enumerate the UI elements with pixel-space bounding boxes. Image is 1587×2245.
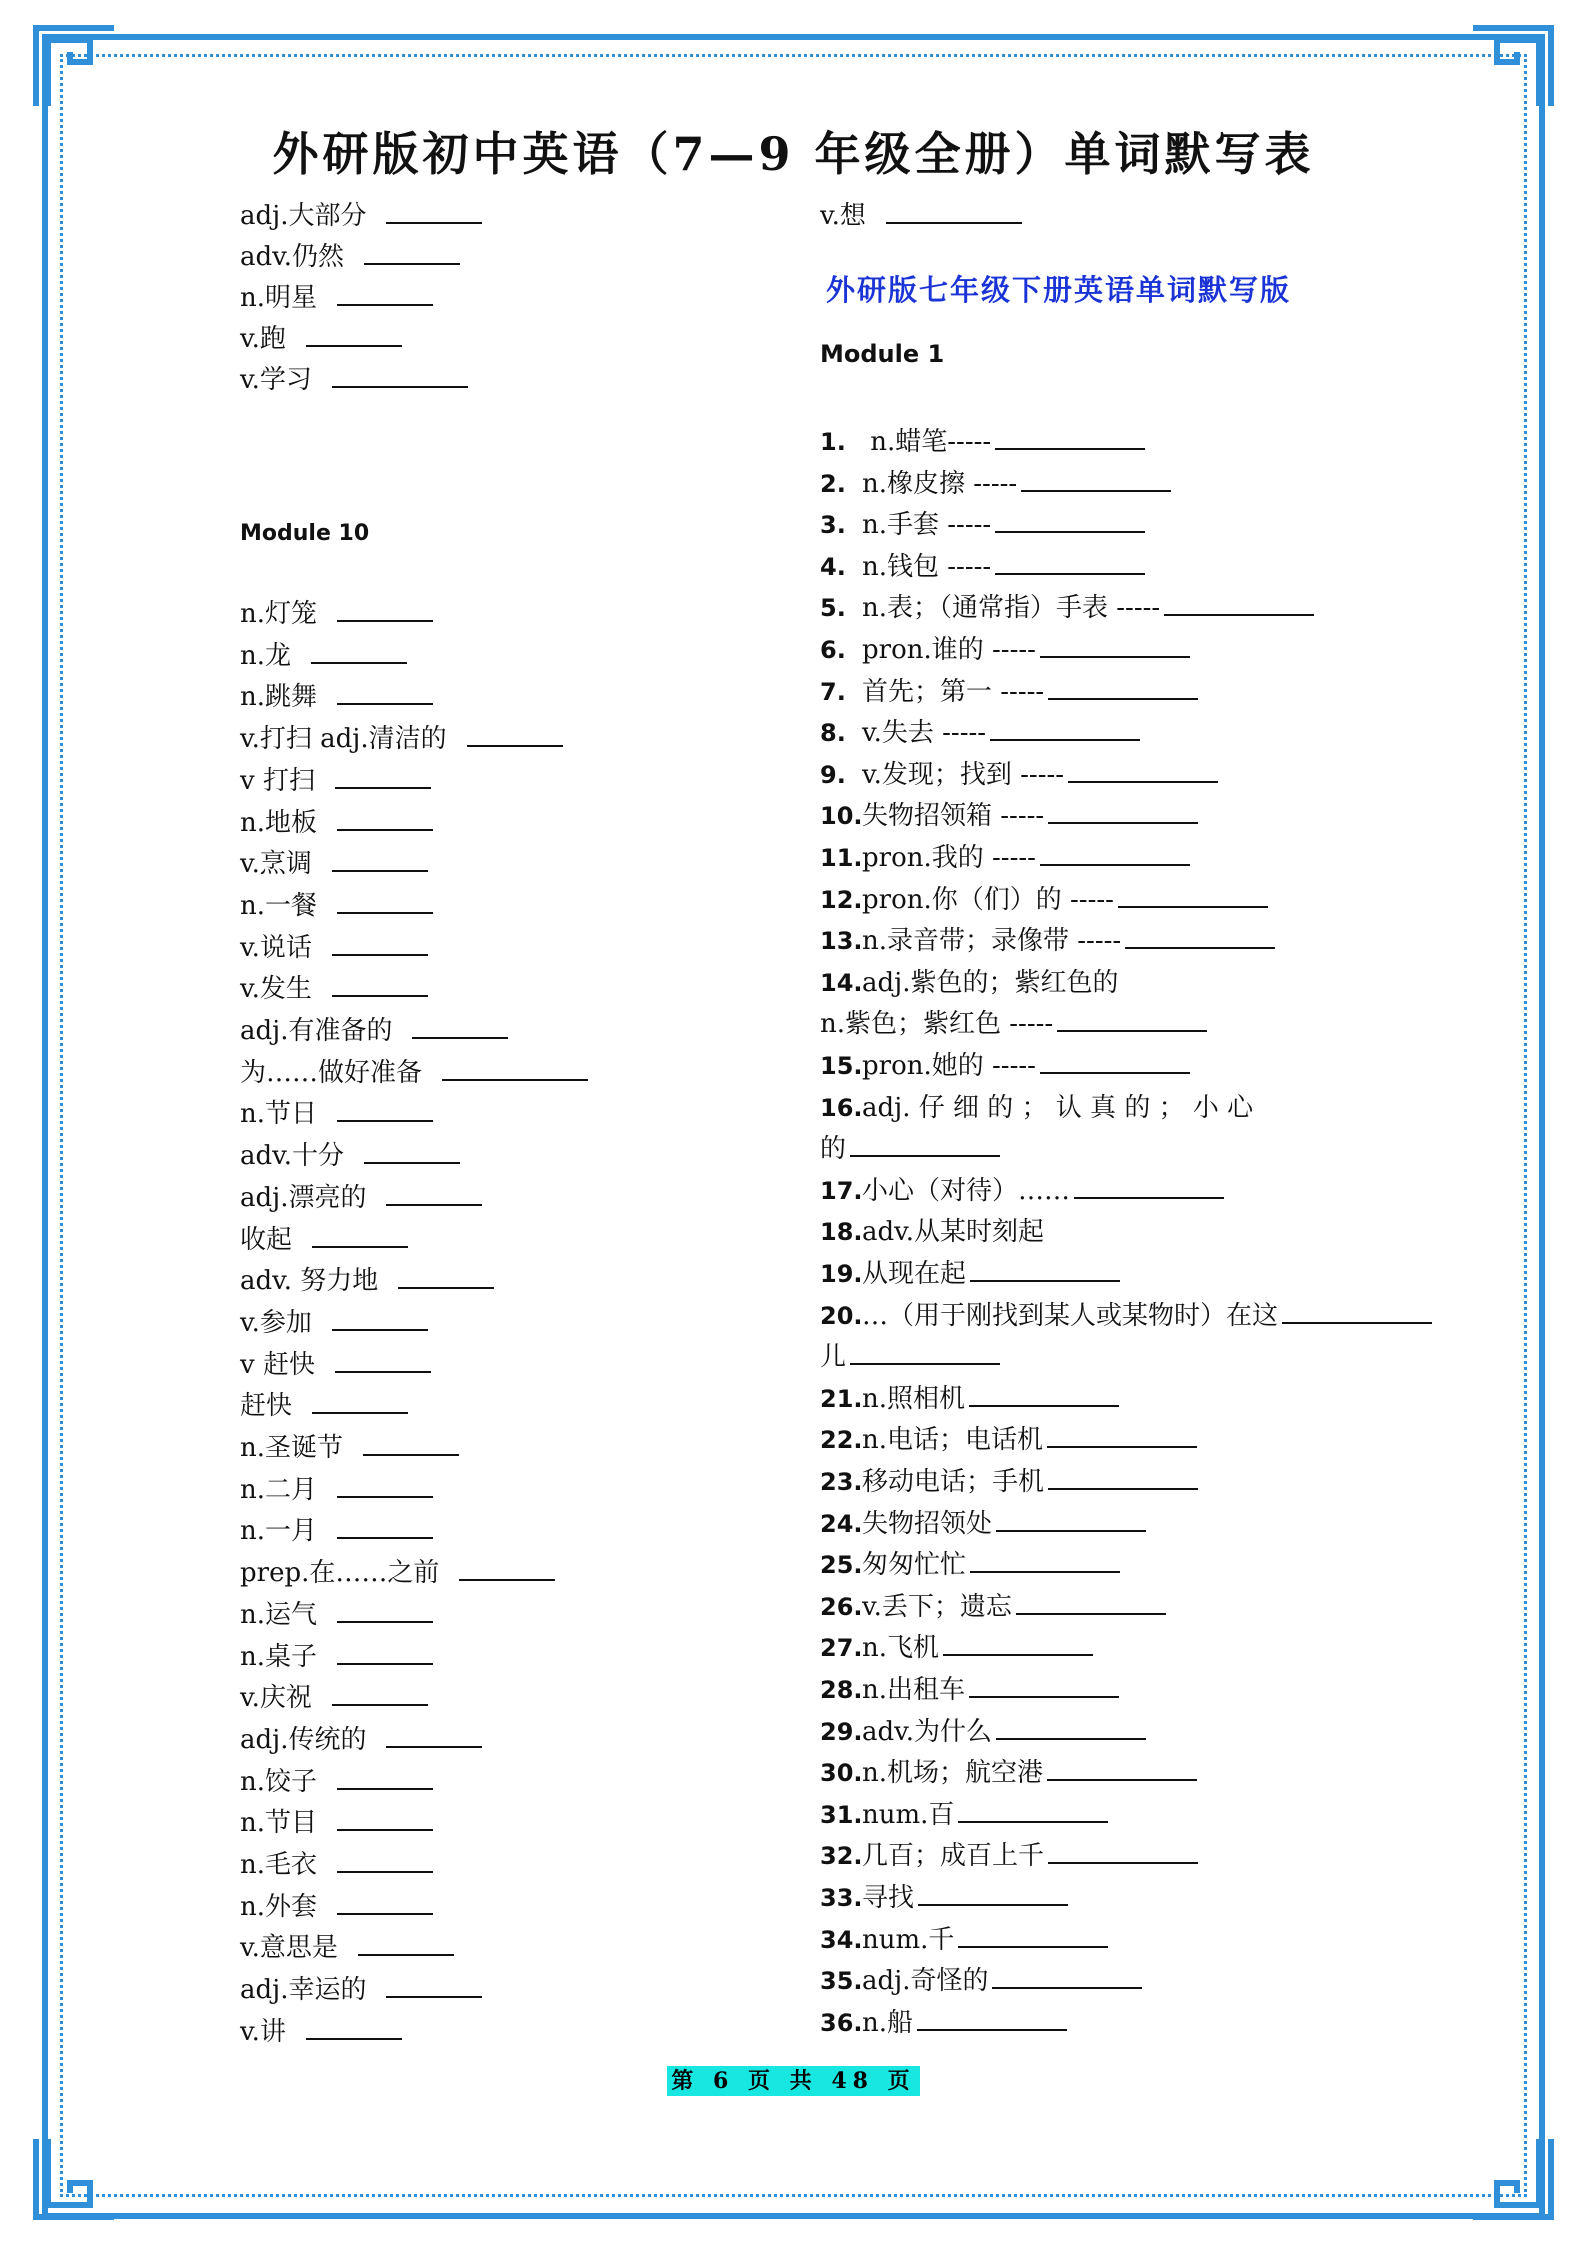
answer-blank[interactable] bbox=[1048, 1836, 1198, 1864]
item-number: 19. bbox=[820, 1260, 863, 1288]
item-text: n.明星 bbox=[240, 283, 318, 313]
list-item bbox=[820, 1587, 1166, 1627]
list-item bbox=[240, 1053, 588, 1093]
list-item bbox=[820, 713, 1140, 753]
item-number: 10. bbox=[820, 802, 863, 831]
item-text: v.跑 bbox=[240, 324, 286, 354]
answer-blank[interactable] bbox=[1118, 880, 1268, 908]
list-item bbox=[240, 196, 482, 236]
item-text: 移动电话；手机 bbox=[862, 1467, 1045, 1497]
answer-blank[interactable] bbox=[312, 1386, 408, 1414]
item-text: 寻找 bbox=[862, 1883, 915, 1913]
list-item bbox=[820, 838, 1190, 878]
item-text: adj.幸运的 bbox=[240, 1975, 367, 2006]
item-text: n.录音带；录像带 ----- bbox=[862, 926, 1122, 957]
answer-blank[interactable] bbox=[358, 1928, 454, 1956]
item-text: n.飞机 bbox=[862, 1633, 940, 1664]
item-text: n.毛衣 bbox=[240, 1850, 318, 1880]
item-text: pron.我的 ----- bbox=[862, 843, 1036, 873]
item-text: n.船 bbox=[862, 2007, 914, 2038]
answer-blank[interactable] bbox=[332, 360, 468, 388]
list-item bbox=[240, 360, 468, 400]
answer-blank[interactable] bbox=[1057, 1004, 1207, 1032]
answer-blank[interactable] bbox=[332, 969, 428, 997]
module-heading: Module 1 bbox=[820, 340, 945, 368]
answer-blank[interactable] bbox=[337, 1511, 433, 1539]
list-item bbox=[240, 594, 433, 634]
answer-blank[interactable] bbox=[886, 196, 1022, 224]
page-title: 外研版初中英语（7—9 年级全册）单词默写表 bbox=[272, 127, 1315, 181]
answer-blank[interactable] bbox=[917, 2003, 1067, 2031]
answer-blank[interactable] bbox=[386, 1970, 482, 1998]
list-item bbox=[820, 1670, 1119, 1710]
answer-blank[interactable] bbox=[337, 1845, 433, 1873]
answer-blank[interactable] bbox=[970, 1545, 1120, 1573]
item-number: 8. bbox=[820, 719, 846, 748]
item-text: n.橡皮擦 ----- bbox=[862, 468, 1018, 499]
answer-blank[interactable] bbox=[996, 1712, 1146, 1740]
item-number: 33. bbox=[820, 1884, 863, 1912]
list-item bbox=[820, 796, 1198, 836]
answer-blank[interactable] bbox=[311, 636, 407, 664]
item-number: 34. bbox=[820, 1925, 863, 1954]
item-number: 15. bbox=[820, 1052, 863, 1080]
item-text: 为……做好准备 bbox=[240, 1057, 423, 1088]
item-text: n.一月 bbox=[240, 1516, 318, 1547]
corner-ornament-icon bbox=[1467, 22, 1557, 112]
item-text: …（用于刚找到某人或某物时）在这 bbox=[862, 1300, 1279, 1331]
list-item bbox=[820, 921, 1275, 961]
answer-blank[interactable] bbox=[1048, 672, 1198, 700]
item-text: adj.奇怪的 bbox=[862, 1966, 989, 1997]
list-item bbox=[820, 2003, 1067, 2043]
list-item bbox=[240, 1595, 433, 1635]
answer-blank[interactable] bbox=[337, 594, 433, 622]
corner-ornament-icon bbox=[1467, 2133, 1557, 2223]
list-item bbox=[820, 1920, 1108, 1960]
answer-blank[interactable] bbox=[1164, 588, 1314, 616]
list-item bbox=[820, 1088, 1253, 1128]
answer-blank[interactable] bbox=[398, 1261, 494, 1289]
list-item bbox=[240, 1845, 433, 1885]
answer-blank[interactable] bbox=[442, 1053, 588, 1081]
item-text: n.跳舞 bbox=[240, 682, 318, 713]
item-text: n.出租车 bbox=[862, 1675, 966, 1705]
list-item bbox=[240, 1303, 428, 1343]
list-item bbox=[240, 677, 433, 717]
answer-blank[interactable] bbox=[1021, 464, 1171, 492]
answer-blank[interactable] bbox=[337, 278, 433, 306]
item-number: 17. bbox=[820, 1176, 863, 1205]
list-item bbox=[240, 1428, 459, 1468]
item-text: 赶快 bbox=[240, 1391, 293, 1422]
answer-blank[interactable] bbox=[337, 1470, 433, 1498]
list-item bbox=[820, 755, 1218, 795]
list-item bbox=[820, 1712, 1146, 1752]
item-text: 的 bbox=[820, 1134, 847, 1165]
item-number: 2. bbox=[820, 469, 846, 498]
item-text: v.打扫 adj.清洁的 bbox=[240, 724, 447, 755]
answer-blank[interactable] bbox=[1040, 1046, 1190, 1074]
list-item bbox=[240, 1887, 433, 1927]
list-item bbox=[820, 588, 1314, 628]
item-text: v 打扫 bbox=[240, 765, 315, 796]
item-number: 14. bbox=[820, 968, 863, 997]
item-text: n.机场；航空港 bbox=[862, 1758, 1044, 1789]
list-item bbox=[820, 1878, 1068, 1918]
item-text: n.表；（通常指）手表 ----- bbox=[862, 593, 1161, 624]
answer-blank[interactable] bbox=[958, 1795, 1108, 1823]
answer-blank[interactable] bbox=[335, 761, 431, 789]
list-item bbox=[240, 1011, 508, 1051]
item-number: 16. bbox=[820, 1093, 863, 1122]
item-number: 3. bbox=[820, 511, 846, 540]
item-text: v.发生 bbox=[240, 974, 312, 1005]
answer-blank[interactable] bbox=[337, 803, 433, 831]
item-text: n.照相机 bbox=[862, 1383, 966, 1414]
answer-blank[interactable] bbox=[969, 1379, 1119, 1407]
item-number: 35. bbox=[820, 1967, 863, 1996]
item-text: v.烹调 bbox=[240, 849, 312, 880]
list-item bbox=[820, 1254, 1120, 1294]
answer-blank[interactable] bbox=[363, 1428, 459, 1456]
item-number: 25. bbox=[820, 1551, 863, 1580]
item-text: n.运气 bbox=[240, 1599, 318, 1630]
list-item bbox=[820, 1462, 1198, 1502]
item-text: adv.从某时刻起 bbox=[862, 1217, 1045, 1248]
corner-ornament-icon bbox=[30, 2133, 120, 2223]
item-text: v.学习 bbox=[240, 365, 312, 395]
answer-blank[interactable] bbox=[1040, 838, 1190, 866]
answer-blank[interactable] bbox=[995, 505, 1145, 533]
item-number: 26. bbox=[820, 1592, 863, 1621]
item-text: n.蜡笔----- bbox=[862, 427, 992, 457]
list-item bbox=[240, 1720, 482, 1760]
item-number: 20. bbox=[820, 1301, 863, 1330]
item-number: 22. bbox=[820, 1426, 863, 1455]
item-text: 从现在起 bbox=[862, 1259, 967, 1289]
list-item bbox=[240, 1261, 494, 1301]
item-number: 31. bbox=[820, 1800, 863, 1829]
item-text: adv. 努力地 bbox=[240, 1266, 379, 1297]
item-text: v.失去 ----- bbox=[862, 718, 987, 749]
item-text: pron.她的 ----- bbox=[862, 1051, 1036, 1081]
answer-blank[interactable] bbox=[1125, 921, 1275, 949]
answer-blank[interactable] bbox=[850, 1337, 1000, 1365]
item-text: n.灯笼 bbox=[240, 599, 318, 629]
answer-blank[interactable] bbox=[386, 1720, 482, 1748]
list-item bbox=[240, 719, 563, 759]
answer-blank[interactable] bbox=[386, 1178, 482, 1206]
answer-blank[interactable] bbox=[459, 1553, 555, 1581]
module-heading: Module 10 bbox=[240, 521, 370, 546]
list-item bbox=[240, 1970, 482, 2010]
item-text: n.桌子 bbox=[240, 1641, 318, 1672]
item-number: 13. bbox=[820, 927, 863, 956]
item-text: v.庆祝 bbox=[240, 1683, 312, 1714]
item-text: num.百 bbox=[862, 1799, 955, 1830]
list-item bbox=[240, 237, 460, 277]
item-text: n.二月 bbox=[240, 1474, 318, 1505]
list-item bbox=[820, 1171, 1224, 1211]
item-text: v.说话 bbox=[240, 932, 312, 963]
item-text: adv.仍然 bbox=[240, 242, 345, 272]
answer-blank[interactable] bbox=[1040, 630, 1190, 658]
list-item bbox=[240, 803, 433, 843]
answer-blank[interactable] bbox=[337, 1637, 433, 1665]
answer-blank[interactable] bbox=[970, 1254, 1120, 1282]
list-item bbox=[240, 1928, 454, 1968]
item-number: 1. bbox=[820, 428, 846, 456]
answer-blank[interactable] bbox=[1048, 1462, 1198, 1490]
item-text: adj.紫色的；紫红色的 bbox=[862, 967, 1119, 998]
item-number: 9. bbox=[820, 760, 846, 789]
item-text: v.参加 bbox=[240, 1307, 312, 1338]
answer-blank[interactable] bbox=[995, 547, 1145, 575]
list-item bbox=[820, 1337, 1000, 1377]
answer-blank[interactable] bbox=[364, 237, 460, 265]
item-number: 21. bbox=[820, 1384, 863, 1413]
answer-blank[interactable] bbox=[1016, 1587, 1166, 1615]
page-footer bbox=[0, 2064, 1587, 2095]
item-text: v 赶快 bbox=[240, 1349, 315, 1380]
list-item bbox=[240, 1220, 408, 1260]
item-number: 7. bbox=[820, 677, 846, 706]
item-text: adj.有准备的 bbox=[240, 1016, 393, 1046]
list-item bbox=[240, 1345, 431, 1385]
list-item bbox=[240, 1762, 433, 1802]
item-text: adj. 仔 细 的 ； 认 真 的 ； 小 心 bbox=[862, 1092, 1254, 1123]
item-text: v.讲 bbox=[240, 2016, 286, 2047]
item-text: adj.传统的 bbox=[240, 1724, 367, 1755]
item-number: 4. bbox=[820, 552, 846, 581]
item-number: 36. bbox=[820, 2008, 863, 2037]
item-text: adj.漂亮的 bbox=[240, 1182, 367, 1213]
answer-blank[interactable] bbox=[332, 844, 428, 872]
item-number: 6. bbox=[820, 636, 846, 664]
answer-blank[interactable] bbox=[337, 1595, 433, 1623]
item-text: adv.为什么 bbox=[862, 1716, 993, 1747]
list-item bbox=[240, 1553, 555, 1593]
list-item bbox=[240, 319, 402, 359]
list-item bbox=[240, 761, 431, 801]
answer-blank[interactable] bbox=[1282, 1296, 1432, 1324]
list-item bbox=[240, 1136, 460, 1176]
item-text: pron.谁的 ----- bbox=[862, 635, 1036, 665]
answer-blank[interactable] bbox=[332, 928, 428, 956]
item-text: n.圣诞节 bbox=[240, 1433, 344, 1463]
item-text: 小心（对待）…… bbox=[862, 1175, 1071, 1206]
item-text: n.一餐 bbox=[240, 890, 318, 921]
list-item bbox=[820, 672, 1198, 712]
list-item bbox=[820, 1379, 1119, 1419]
list-item bbox=[240, 2012, 402, 2052]
list-item bbox=[820, 505, 1145, 545]
answer-blank[interactable] bbox=[996, 1504, 1146, 1532]
item-number: 23. bbox=[820, 1468, 863, 1496]
list-item bbox=[820, 547, 1145, 587]
item-number: 27. bbox=[820, 1634, 863, 1663]
list-item bbox=[820, 1545, 1120, 1585]
list-item bbox=[240, 844, 428, 884]
list-item bbox=[240, 1511, 433, 1551]
item-number: 12. bbox=[820, 885, 863, 914]
answer-blank[interactable] bbox=[306, 2012, 402, 2040]
answer-blank[interactable] bbox=[337, 1803, 433, 1831]
list-item bbox=[820, 963, 1118, 1003]
answer-blank[interactable] bbox=[306, 319, 402, 347]
answer-blank[interactable] bbox=[337, 1094, 433, 1122]
answer-blank[interactable] bbox=[1074, 1171, 1224, 1199]
answer-blank[interactable] bbox=[467, 719, 563, 747]
answer-blank[interactable] bbox=[918, 1878, 1068, 1906]
answer-blank[interactable] bbox=[969, 1670, 1119, 1698]
item-text: 首先；第一 ----- bbox=[862, 676, 1045, 707]
list-item bbox=[240, 1470, 433, 1510]
answer-blank[interactable] bbox=[1047, 1420, 1197, 1448]
answer-blank[interactable] bbox=[1047, 1753, 1197, 1781]
item-number: 29. bbox=[820, 1717, 863, 1746]
list-item bbox=[820, 1296, 1432, 1336]
list-item bbox=[240, 1637, 433, 1677]
list-item bbox=[820, 196, 1022, 236]
list-item bbox=[240, 1803, 433, 1843]
answer-blank[interactable] bbox=[386, 196, 482, 224]
list-item bbox=[820, 1836, 1198, 1876]
corner-ornament-icon bbox=[30, 22, 120, 112]
answer-blank[interactable] bbox=[958, 1920, 1108, 1948]
list-item bbox=[820, 1753, 1197, 1793]
answer-blank[interactable] bbox=[337, 1887, 433, 1915]
list-item bbox=[820, 1129, 1000, 1169]
answer-blank[interactable] bbox=[995, 422, 1145, 450]
item-text: n.手套 ----- bbox=[862, 510, 992, 541]
page-number: 第 6 页 共 48 页 bbox=[667, 2066, 919, 2096]
item-number: 11. bbox=[820, 844, 863, 872]
list-item bbox=[820, 1004, 1207, 1044]
list-item bbox=[240, 1178, 482, 1218]
item-text: v.意思是 bbox=[240, 1933, 338, 1964]
answer-blank[interactable] bbox=[992, 1961, 1142, 1989]
item-text: 失物招领箱 ----- bbox=[862, 801, 1045, 832]
section-subtitle: 外研版七年级下册英语单词默写版 bbox=[826, 273, 1292, 307]
list-item bbox=[820, 464, 1171, 504]
answer-blank[interactable] bbox=[337, 1762, 433, 1790]
answer-blank[interactable] bbox=[312, 1220, 408, 1248]
list-item bbox=[820, 1628, 1093, 1668]
list-item bbox=[820, 1420, 1197, 1460]
item-text: 儿 bbox=[820, 1342, 847, 1373]
item-text: 失物招领处 bbox=[862, 1508, 993, 1539]
item-number: 32. bbox=[820, 1842, 863, 1871]
list-item bbox=[820, 880, 1268, 920]
list-item bbox=[240, 1386, 408, 1426]
item-text: pron.你（们）的 ----- bbox=[862, 884, 1114, 915]
item-number: 30. bbox=[820, 1759, 863, 1788]
item-text: adv.十分 bbox=[240, 1141, 345, 1172]
list-item bbox=[240, 886, 433, 926]
item-text: prep.在……之前 bbox=[240, 1558, 440, 1589]
answer-blank[interactable] bbox=[850, 1129, 1000, 1157]
item-text: v.丢下；遗忘 bbox=[862, 1591, 1012, 1622]
item-text: v.想 bbox=[820, 201, 866, 231]
item-text: 几百；成百上千 bbox=[862, 1841, 1045, 1872]
answer-blank[interactable] bbox=[335, 1345, 431, 1373]
item-number: 18. bbox=[820, 1218, 863, 1247]
list-item bbox=[820, 630, 1190, 670]
list-item bbox=[820, 1961, 1142, 2001]
answer-blank[interactable] bbox=[332, 1678, 428, 1706]
item-text: n.外套 bbox=[240, 1891, 318, 1922]
item-text: n.钱包 ----- bbox=[862, 551, 992, 582]
item-text: 收起 bbox=[240, 1224, 293, 1255]
item-text: 匆匆忙忙 bbox=[862, 1550, 967, 1581]
item-number: 28. bbox=[820, 1676, 863, 1704]
item-text: num.千 bbox=[862, 1924, 955, 1955]
list-item bbox=[240, 1094, 433, 1134]
item-text: n.龙 bbox=[240, 640, 292, 671]
list-item bbox=[240, 636, 407, 676]
item-text: n.节目 bbox=[240, 1808, 318, 1839]
answer-blank[interactable] bbox=[332, 1303, 428, 1331]
item-text: n.地板 bbox=[240, 807, 318, 838]
item-text: v.发现；找到 ----- bbox=[862, 759, 1065, 790]
answer-blank[interactable] bbox=[1048, 796, 1198, 824]
list-item bbox=[820, 422, 1145, 462]
list-item bbox=[820, 1212, 1044, 1252]
item-text: n.节日 bbox=[240, 1099, 318, 1130]
answer-blank[interactable] bbox=[943, 1628, 1093, 1656]
item-number: 5. bbox=[820, 594, 846, 623]
list-item bbox=[240, 969, 428, 1009]
item-text: n.电话；电话机 bbox=[862, 1425, 1044, 1456]
item-text: adj.大部分 bbox=[240, 201, 367, 231]
answer-blank[interactable] bbox=[337, 677, 433, 705]
list-item bbox=[240, 928, 428, 968]
answer-blank[interactable] bbox=[412, 1011, 508, 1039]
item-text: n.紫色；紫红色 ----- bbox=[820, 1009, 1054, 1040]
item-text: n.饺子 bbox=[240, 1766, 318, 1797]
item-number: 24. bbox=[820, 1509, 863, 1538]
answer-blank[interactable] bbox=[364, 1136, 460, 1164]
answer-blank[interactable] bbox=[990, 713, 1140, 741]
list-item bbox=[820, 1504, 1146, 1544]
list-item bbox=[820, 1795, 1108, 1835]
list-item bbox=[240, 278, 433, 318]
answer-blank[interactable] bbox=[337, 886, 433, 914]
answer-blank[interactable] bbox=[1068, 755, 1218, 783]
list-item bbox=[820, 1046, 1190, 1086]
list-item bbox=[240, 1678, 428, 1718]
